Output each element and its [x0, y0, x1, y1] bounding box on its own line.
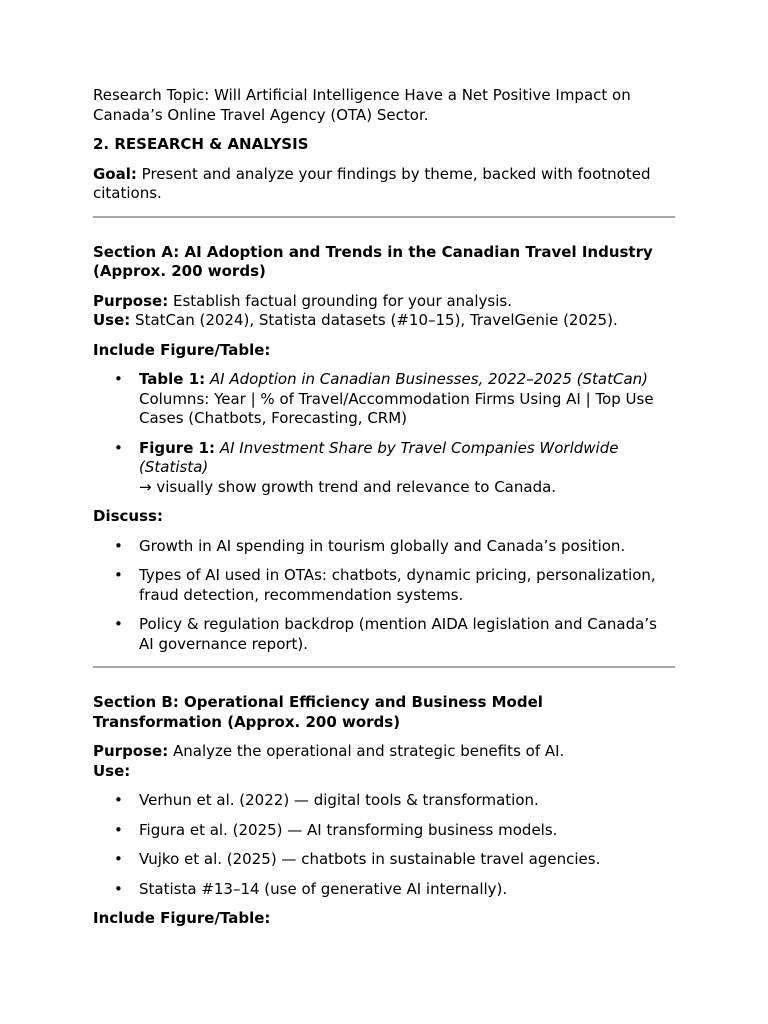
goal-label: Goal: [93, 164, 137, 183]
purpose-text: Analyze the operational and strategic benefits of AI. [168, 742, 565, 760]
discuss-label: Discuss: [93, 507, 163, 525]
purpose-text: Establish factual grounding for your analysis. [168, 291, 512, 310]
list-item: • Vujko et al. (2025) — chatbots in sustainable travel agencies. [139, 850, 675, 870]
section-a-title: Section A: AI Adoption and Trends in the Canadian Travel Industry (Approx. 200 words) [93, 242, 653, 280]
figure-list [93, 370, 675, 497]
goal-paragraph [93, 165, 675, 204]
divider [93, 666, 675, 668]
divider [93, 216, 675, 218]
discuss-list [93, 537, 675, 655]
list-item: • Types of AI used in OTAs: chatbots, dynamic pricing, personalization, fraud detection, recommendation systems. [139, 566, 675, 605]
list-item [139, 439, 675, 498]
use-label: Use: [93, 761, 131, 780]
section-heading: 2. RESEARCH & ANALYSIS [93, 135, 309, 153]
include-figure-label: Include Figure/Table: [93, 909, 271, 927]
section-b-purpose-use [93, 742, 675, 781]
figure-label: Figure 1: [139, 438, 216, 457]
list-item: • Policy & regulation backdrop (mention AIDA legislation and Canada’s AI governance report). [139, 615, 675, 654]
list-item: • Statista #13–14 (use of generative AI internally). [139, 880, 675, 900]
research-topic: Research Topic: Will Artificial Intelligence Have a Net Positive Impact on Canada’s Online Travel Agency (OTA) Sector. [93, 86, 631, 124]
list-item [139, 370, 675, 429]
figure-detail: → visually show growth trend and relevance to Canada. [139, 477, 557, 496]
use-text: StatCan (2024), Statista datasets (#10–15), TravelGenie (2025). [130, 311, 618, 329]
figure-detail: Columns: Year | % of Travel/Accommodation Firms Using AI | Top Use Cases (Chatbots, Forecasting, CRM) [139, 389, 654, 427]
list-item: • Verhun et al. (2022) — digital tools & transformation. [139, 791, 675, 811]
list-item: • Growth in AI spending in tourism globally and Canada’s position. [139, 537, 675, 557]
figure-label: Table 1: [139, 370, 206, 388]
use-label: Use: [93, 311, 131, 329]
purpose-label: Purpose: [93, 291, 169, 310]
include-figure-label: Include Figure/Table: [93, 340, 271, 359]
list-item: • Figura et al. (2025) — AI transforming business models. [139, 821, 675, 841]
use-list [93, 791, 675, 899]
goal-text: Present and analyze your findings by theme, backed with footnoted citations. [93, 164, 651, 202]
section-a-purpose-use [93, 292, 675, 331]
document-page [93, 86, 675, 939]
purpose-label: Purpose: [93, 742, 169, 760]
figure-title: AI Investment Share by Travel Companies Worldwide (Statista) [139, 438, 619, 476]
section-b-title: Section B: Operational Efficiency and Business Model Transformation (Approx. 200 words) [93, 693, 543, 731]
figure-title: AI Adoption in Canadian Businesses, 2022–2025 (StatCan) [209, 370, 649, 388]
